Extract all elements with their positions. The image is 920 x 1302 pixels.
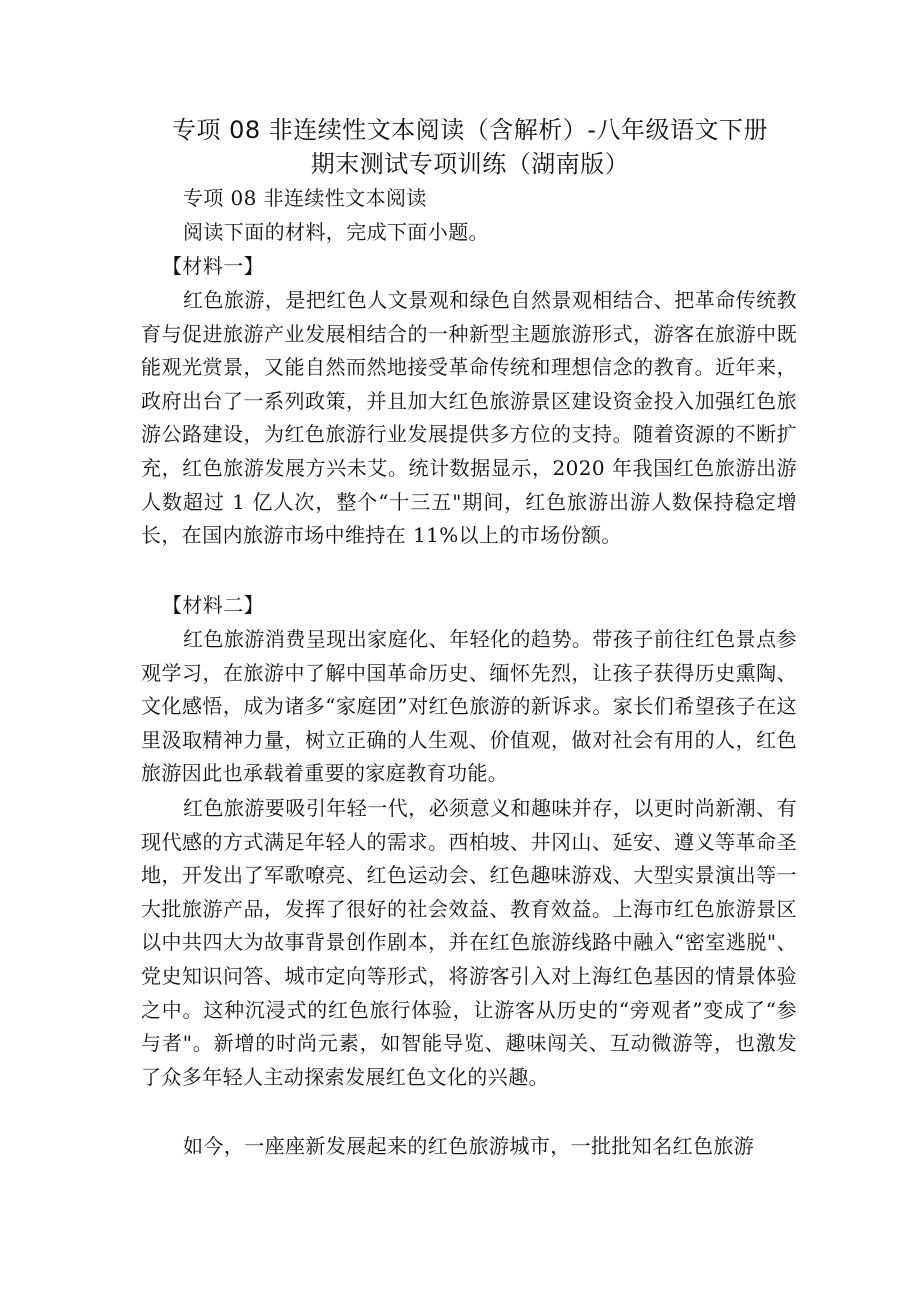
document-title-line-2: 期末测试专项训练（湖南版） (310, 150, 630, 178)
document-subtitle: 专项 08 非连续性文本阅读 (183, 186, 427, 210)
document-title-line-1: 专项 08 非连续性文本阅读（含解析）-八年级语文下册 (172, 116, 768, 144)
material-1-paragraph-1: 红色旅游，是把红色人文景观和绿色自然景观相结合、把革命传统教育与促进旅游产业发展相结合的一种新型主题旅游形式，游客在旅游中既能观光赏景，又能自然而然地接受革命传统和理想信念的教育。近年来，政府出台了一系列政策，并且加大红色旅游景区建设资金投入加强红色旅游公路建设，为红色旅游行业发展提供多方位的支持。随着资源的不断扩充，红色旅游发展方兴未艾。统计数据显示，2020 年我国红色旅游出游人数超过 1 亿人次，整个“十三五"期间，红色旅游出游人数保持稳定增长，在国内旅游市场中维持在 11%以上的市场份额。 (141, 288, 797, 548)
material-2-paragraph-2: 红色旅游要吸引年轻一代，必须意义和趣味并存，以更时尚新潮、有现代感的方式满足年轻人的需求。西柏坡、井冈山、延安、遵义等革命圣地，开发出了军歌嘹亮、红色运动会、红色趣味游戏、大型实景演出等一大批旅游产品，发挥了很好的社会效益、教育效益。上海市红色旅游景区以中共四大为故事背景创作剧本，并在红色旅游线路中融入“密室逃脱"、党史知识问答、城市定向等形式，将游客引入对上海红色基因的情景体验之中。这种沉浸式的红色旅行体验，让游客从历史的“旁观者”变成了“参与者"。新增的时尚元素，如智能导览、趣味闯关、互动微游等，也激发了众多年轻人主动探索发展红色文化的兴趣。 (141, 796, 797, 1089)
material-2-paragraph-3: 如今，一座座新发展起来的红色旅游城市，一批批知名红色旅游 (183, 1134, 755, 1158)
material-2-paragraph-1: 红色旅游消费呈现出家庭化、年轻化的趋势。带孩子前往红色景点参观学习，在旅游中了解中国革命历史、缅怀先烈，让孩子获得历史熏陶、文化感悟，成为诸多“家庭团”对红色旅游的新诉求。家长们希望孩子在这里汲取精神力量，树立正确的人生观、价值观，做对社会有用的人，红色旅游因此也承载着重要的家庭教育功能。 (141, 627, 797, 786)
reading-instruction: 阅读下面的材料，完成下面小题。 (183, 220, 489, 244)
material-1-heading: 【材料一】 (162, 254, 264, 278)
material-2-heading: 【材料二】 (162, 593, 264, 617)
